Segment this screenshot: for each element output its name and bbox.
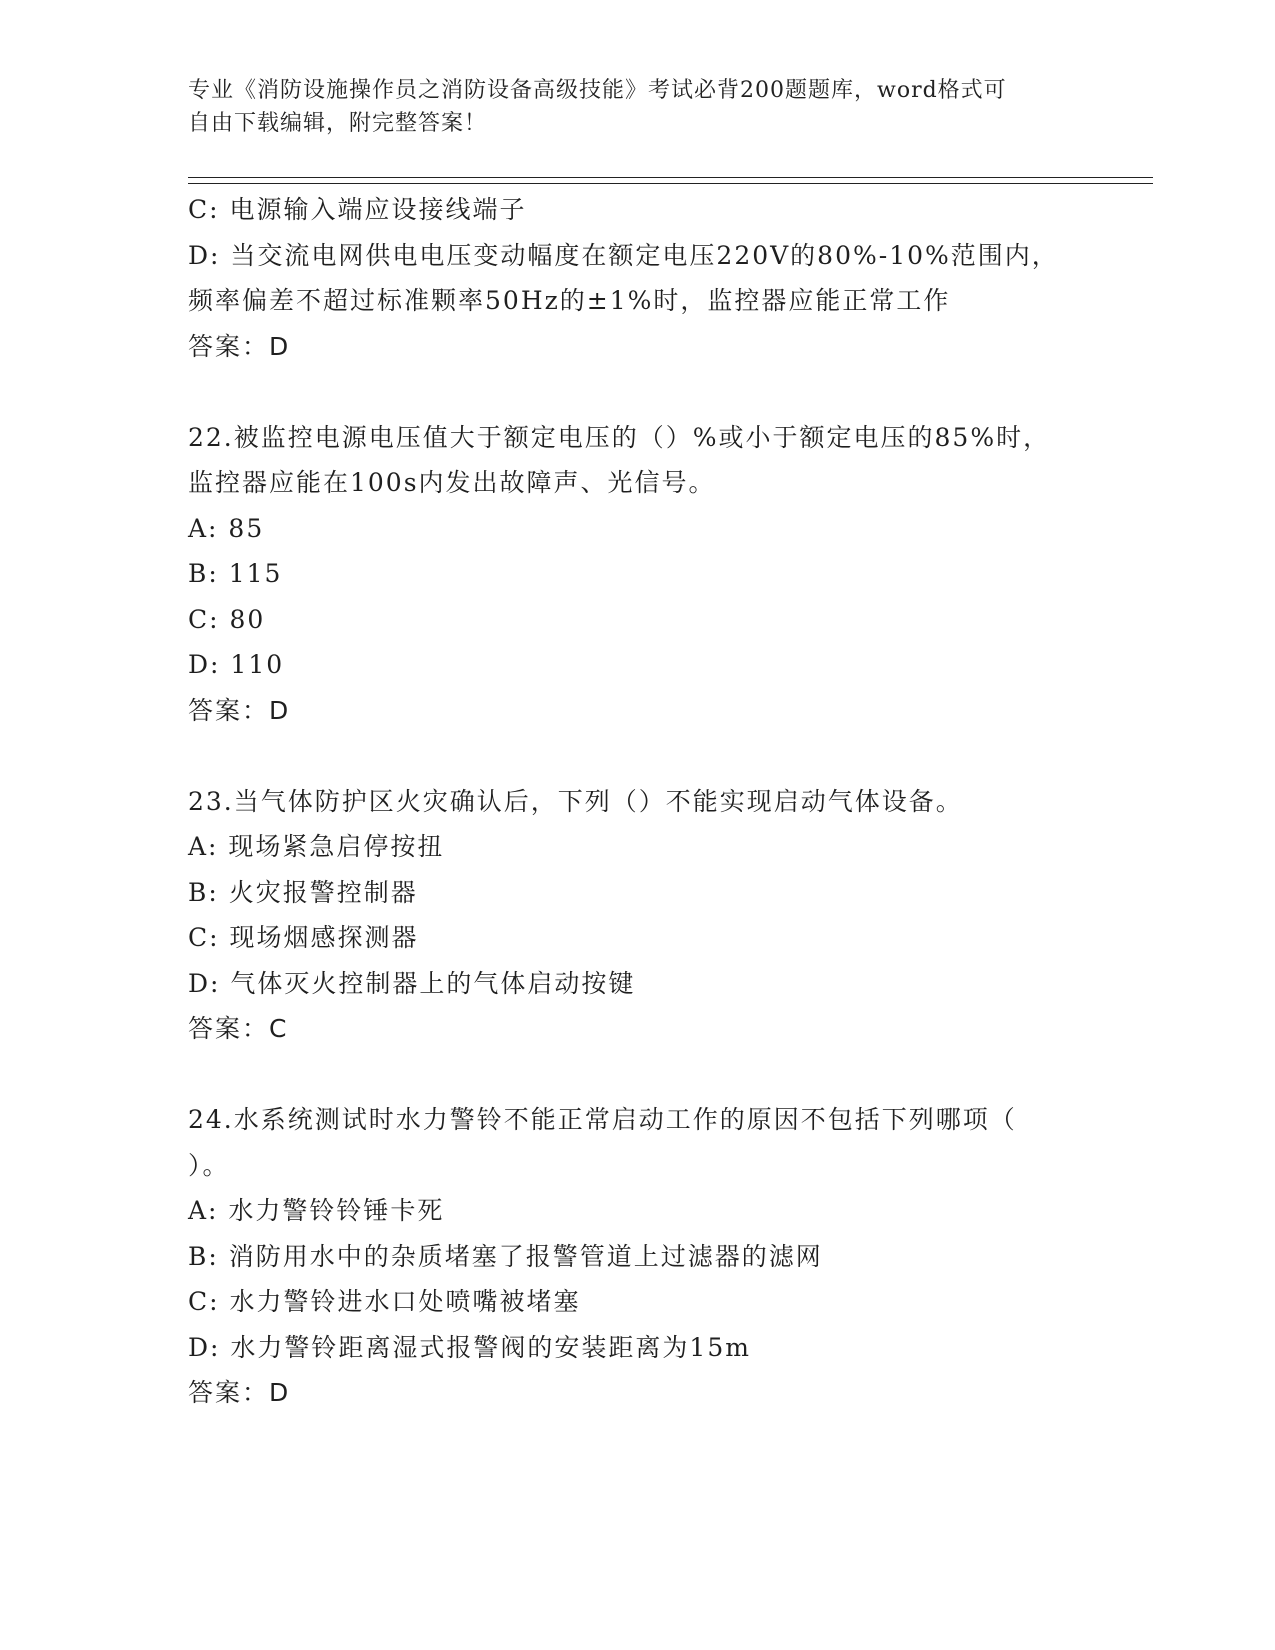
spacer <box>188 733 1088 779</box>
question-23 <box>188 779 1088 1052</box>
option-a: A: 85 <box>188 513 265 543</box>
question-stem-continued: 监控器应能在100s内发出故障声、光信号。 <box>188 468 716 497</box>
option-c: C: 现场烟感探测器 <box>188 923 419 952</box>
option-b: B: 火灾报警控制器 <box>188 877 418 907</box>
option-c: C: 80 <box>188 604 266 634</box>
question-stem: 24.水系统测试时水力警铃不能正常启动工作的原因不包括下列哪项（ <box>188 1105 1017 1134</box>
option-a: A: 水力警铃铃锤卡死 <box>188 1196 445 1225</box>
option-b: B: 消防用水中的杂质堵塞了报警管道上过滤器的滤网 <box>188 1241 823 1271</box>
header-divider-top <box>188 177 1153 178</box>
question-stem: 23.当气体防护区火灾确认后，下列（）不能实现启动气体设备。 <box>188 786 963 816</box>
question-list <box>188 187 1088 1416</box>
header-line-2: 自由下载编辑，附完整答案！ <box>188 111 488 136</box>
spacer <box>188 369 1088 415</box>
question-22 <box>188 415 1088 734</box>
option-d: D: 气体灭火控制器上的气体启动按键 <box>188 968 636 998</box>
option-a: A: 现场紧急启停按扭 <box>188 832 445 861</box>
answer: 答案：D <box>188 695 291 725</box>
question-24 <box>188 1097 1088 1416</box>
header-line-1: 专业《消防设施操作员之消防设备高级技能》考试必背200题题库，word格式可 <box>188 78 1007 103</box>
question-21-continuation <box>188 187 1088 369</box>
page-header <box>188 74 1088 140</box>
option-d: D: 当交流电网供电电压变动幅度在额定电压220V的80%-10%范围内， <box>188 240 1059 270</box>
option-b: B: 115 <box>188 559 283 588</box>
question-stem: 22.被监控电源电压值大于额定电压的（）%或小于额定电压的85%时， <box>188 422 1051 452</box>
option-c: C: 水力警铃进水口处喷嘴被堵塞 <box>188 1287 581 1316</box>
answer: 答案：C <box>188 1014 289 1043</box>
spacer <box>188 1052 1088 1098</box>
question-stem-continued: ）。 <box>188 1150 230 1180</box>
option-c: C: 电源输入端应设接线端子 <box>188 195 527 224</box>
header-divider-bottom <box>188 183 1153 184</box>
answer: 答案：D <box>188 331 291 361</box>
option-d: D: 水力警铃距离湿式报警阀的安装距离为15m <box>188 1332 751 1362</box>
answer: 答案：D <box>188 1378 291 1407</box>
option-d-continued: 频率偏差不超过标准颗率50Hz的±1%时，监控器应能正常工作 <box>188 286 951 315</box>
option-d: D: 110 <box>188 650 285 679</box>
